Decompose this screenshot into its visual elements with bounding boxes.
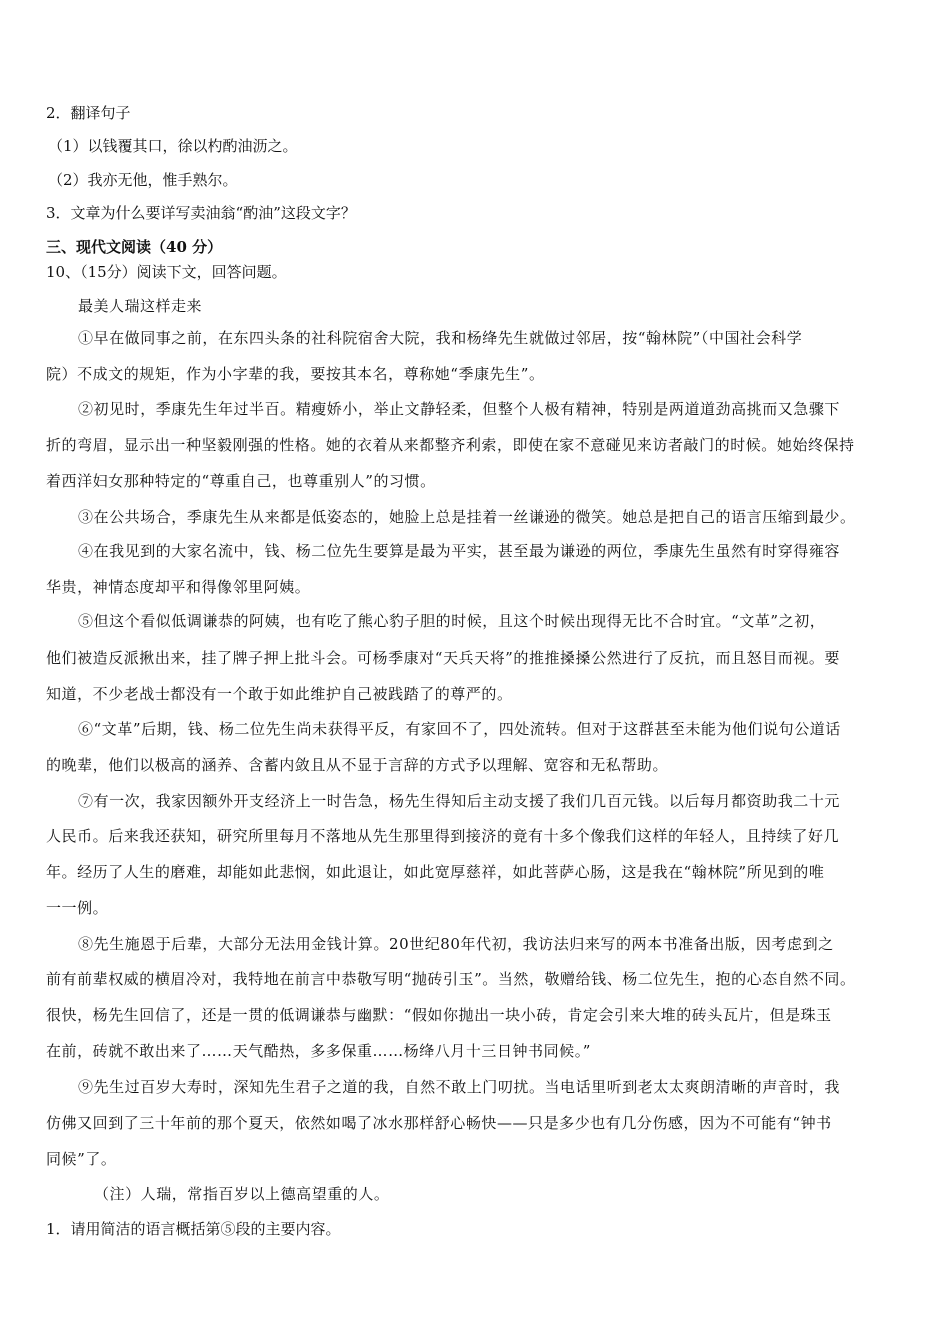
article-line: ⑦有一次，我家因额外开支经济上一时告急，杨先生得知后主动支援了我们几百元钱。以后每月都资助我二十元	[78, 792, 840, 810]
article-line: 在前，砖就不敢出来了……天气酷热，多多保重……杨绛八月十三日钟书同候。”	[46, 1042, 591, 1060]
article-line: 他们被造反派揪出来，挂了牌子押上批斗会。可杨季康对“天兵天将”的推推搡搡公然进行了反抗，而且怒目而视。要	[46, 649, 840, 667]
question-1: 1．请用简洁的语言概括第⑤段的主要内容。	[46, 1220, 341, 1238]
article-line: 的晚辈，他们以极高的涵养、含蓄内敛且从不显于言辞的方式予以理解、宽容和无私帮助。	[46, 756, 669, 774]
section-heading: 三、现代文阅读（40 分）	[46, 238, 223, 256]
article-line: 一一例。	[46, 899, 109, 917]
article-line: ①早在做同事之前，在东四头条的社科院宿舍大院，我和杨绛先生就做过邻居，按“翰林院”（中国社会科学	[78, 329, 803, 347]
article-line: 着西洋妇女那种特定的“尊重自己，也尊重别人”的习惯。	[46, 472, 436, 490]
question-2-item-2: （2）我亦无他，惟手熟尔。	[48, 171, 238, 189]
article-line: 折的弯眉，显示出一种坚毅刚强的性格。她的衣着从来都整齐利索，即使在家不意碰见来访者敲门的时候。她始终保持	[46, 436, 855, 454]
question-3: 3．文章为什么要详写卖油翁“酌油”这段文字？	[46, 204, 356, 222]
question-2-item-1: （1）以钱覆其口，徐以杓酌油沥之。	[48, 137, 298, 155]
article-line: 院）不成文的规矩，作为小字辈的我，要按其本名，尊称她“季康先生”。	[46, 365, 545, 383]
footnote: （注）人瑞，常指百岁以上德高望重的人。	[94, 1185, 390, 1203]
article-line: ③在公共场合，季康先生从来都是低姿态的，她脸上总是挂着一丝谦逊的微笑。她总是把自己的语言压缩到最少。	[78, 508, 856, 526]
article-line: ⑤但这个看似低调谦恭的阿姨，也有吃了熊心豹子胆的时候，且这个时候出现得无比不合时宜。“文革”之初，	[78, 612, 826, 630]
article-line: 很快，杨先生回信了，还是一贯的低调谦恭与幽默：“假如你抛出一块小砖，肯定会引来大堆的砖头瓦片，但是珠玉	[46, 1006, 832, 1024]
article-line: 年。经历了人生的磨难，却能如此悲悯，如此退让，如此宽厚慈祥，如此菩萨心肠，这是我在“翰林院”所见到的唯	[46, 863, 825, 881]
article-line: ⑥“文革”后期，钱、杨二位先生尚未获得平反，有家回不了，四处流转。但对于这群甚至未能为他们说句公道话	[78, 720, 841, 738]
article-title: 最美人瑞这样走来	[78, 297, 203, 315]
article-line: ⑧先生施恩于后辈，大部分无法用金钱计算。20世纪80年代初，我访法归来写的两本书准备出版，因考虑到之	[78, 935, 834, 953]
article-line: ⑨先生过百岁大寿时，深知先生君子之道的我，自然不敢上门叨扰。当电话里听到老太太爽朗清晰的声音时，我	[78, 1078, 840, 1096]
article-line: ④在我见到的大家名流中，钱、杨二位先生要算是最为平实，甚至最为谦逊的两位，季康先生虽然有时穿得雍容	[78, 542, 840, 560]
article-line: 同候”了。	[46, 1150, 117, 1168]
article-line: 仿佛又回到了三十年前的那个夏天，依然如喝了冰水那样舒心畅快——只是多少也有几分伤感，因为不可能有“钟书	[46, 1114, 832, 1132]
article-line: ②初见时，季康先生年过半百。精瘦娇小，举止文静轻柔，但整个人极有精神，特别是两道道劲高挑而又急骤下	[78, 400, 840, 418]
article-line: 知道，不少老战士都没有一个敢于如此维护自己被践踏了的尊严的。	[46, 685, 513, 703]
question-10-prompt: 10、（15分）阅读下文，回答问题。	[46, 263, 287, 281]
article-line: 前有前辈权威的横眉冷对，我特地在前言中恭敬写明“抛砖引玉”。当然，敬赠给钱、杨二位先生，抱的心态自然不同。	[46, 970, 856, 988]
question-2-heading: 2．翻译句子	[46, 104, 131, 122]
article-line: 华贵，神情态度却平和得像邻里阿姨。	[46, 578, 311, 596]
article-line: 人民币。后来我还获知，研究所里每月不落地从先生那里得到接济的竟有十多个像我们这样的年轻人，且持续了好几	[46, 827, 840, 845]
